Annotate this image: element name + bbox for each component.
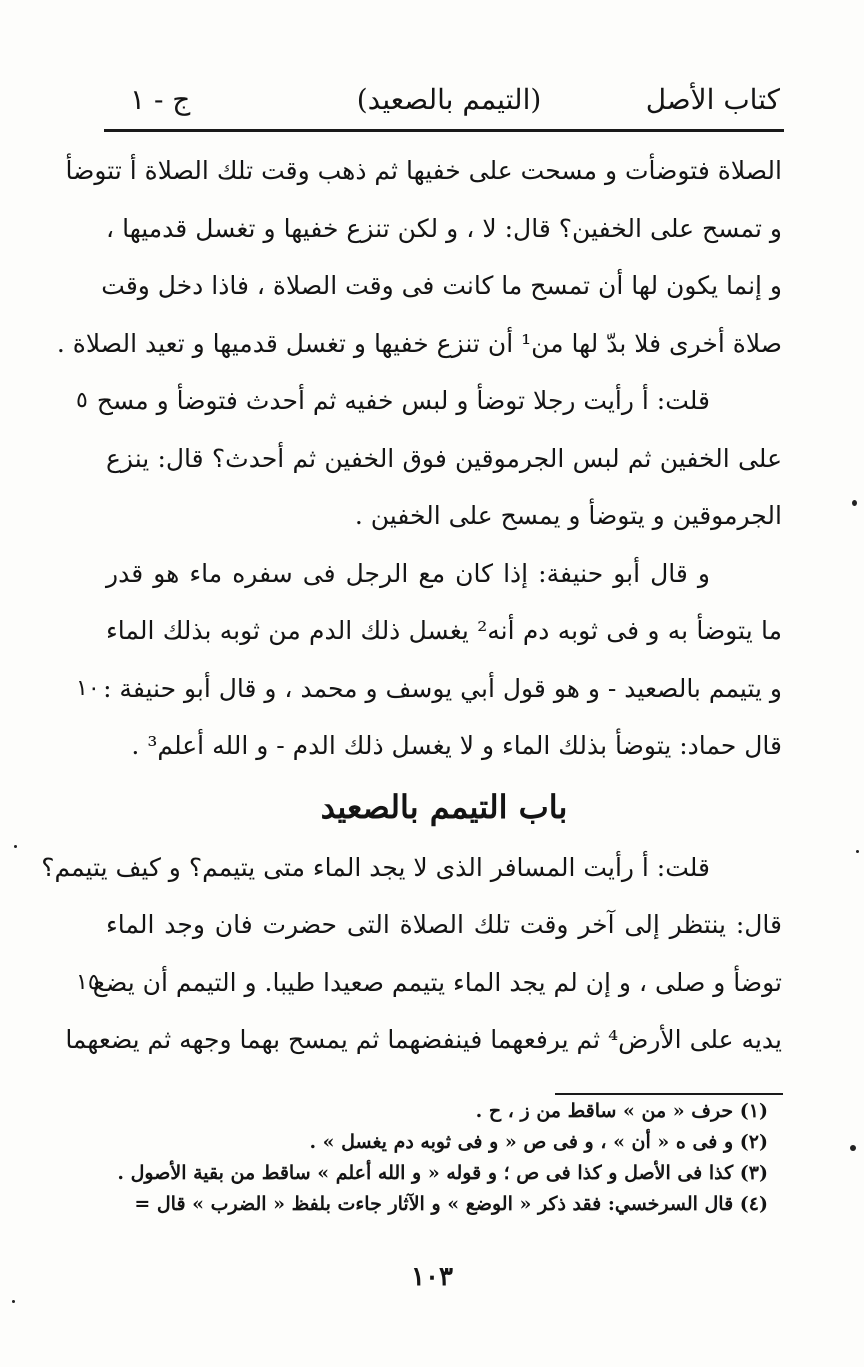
page-number: ١٠٣	[411, 1262, 453, 1292]
line-text: و قال أبو حنيفة: إذا كان مع الرجل فى سفره ماء هو قدر	[106, 558, 710, 588]
text-line	[65, 1011, 782, 1069]
footnote: (٢) و فى ه « أن » ، و فى ص « و فى ثوبه دم يغسل » .	[309, 1131, 768, 1153]
scan-speck	[14, 845, 17, 848]
scan-speck	[852, 500, 857, 506]
line-text: و إنما يكون لها أن تمسح ما كانت فى وقت الصلاة ، فاذا دخل وقت	[101, 271, 782, 300]
text-line	[106, 602, 782, 660]
section-heading: باب التيمم بالصعيد	[320, 787, 568, 826]
footnote-rule	[555, 1093, 783, 1095]
text-line	[106, 545, 782, 603]
line-text: توضأ و صلى ، و إن لم يجد الماء يتيمم صعيدا طيبا. و التيمم أن يضع	[92, 967, 782, 997]
text-line	[76, 372, 782, 430]
text-line	[56, 315, 782, 373]
text-line	[106, 487, 782, 545]
footnote: (١) حرف « من » ساقط من ز ، ح .	[475, 1100, 768, 1122]
text-line	[65, 142, 782, 200]
line-number: ٥	[76, 388, 88, 413]
line-text: و يتيمم بالصعيد - و هو قول أبي يوسف و محمد ، و قال أبو حنيفة :	[103, 673, 782, 703]
line-text: قال: ينتظر إلى آخر وقت تلك الصلاة التى حضرت فان وجد الماء	[106, 910, 782, 939]
header-rule	[104, 129, 784, 132]
text-line	[41, 839, 782, 897]
line-number: ١٠	[76, 675, 100, 701]
text-line	[106, 717, 782, 775]
line-text: قال حماد: يتوضأ بذلك الماء و لا يغسل ذلك الدم - و الله أعلم³ .	[131, 731, 782, 760]
text-line	[76, 954, 782, 1012]
text-line	[106, 200, 782, 258]
text-line	[106, 896, 782, 954]
line-text: الجرموقين و يتوضأ و يمسح على الخفين .	[354, 501, 782, 530]
header-volume: ج - ١	[130, 83, 191, 116]
line-text: ما يتوضأ به و فى ثوبه دم أنه² يغسل ذلك الدم من ثوبه بذلك الماء	[106, 616, 782, 645]
header-book-title: كتاب الأصل	[645, 83, 780, 116]
running-header	[118, 80, 780, 124]
line-text: و تمسح على الخفين؟ قال: لا ، و لكن تنزع خفيها و تغسل قدميها ،	[106, 213, 782, 243]
scan-speck	[850, 1145, 856, 1151]
line-text: قلت: أ رأيت رجلا توضأ و لبس خفيه ثم أحدث فتوضأ و مسح	[96, 386, 710, 415]
footnotes	[110, 1096, 768, 1220]
line-text: قلت: أ رأيت المسافر الذى لا يجد الماء متى يتيمم؟ و كيف يتيمم؟	[41, 852, 710, 882]
footnote: (٣) كذا فى الأصل و كذا فى ص ؛ و قوله « و الله أعلم » ساقط من بقية الأصول .	[117, 1162, 768, 1184]
text-line	[101, 257, 782, 315]
scan-speck	[12, 1300, 15, 1303]
line-text: الصلاة فتوضأت و مسحت على خفيها ثم ذهب وقت تلك الصلاة أ تتوضأ	[65, 156, 782, 185]
line-text: على الخفين ثم لبس الجرموقين فوق الخفين ثم أحدث؟ قال: ينزع	[106, 443, 782, 473]
line-text: يديه على الأرض⁴ ثم يرفعهما فينفضهما ثم يمسح بهما وجهه ثم يضعهما	[65, 1025, 782, 1054]
text-line	[106, 430, 782, 488]
line-text: صلاة أخرى فلا بدّ لها من¹ أن تنزع خفيها و تغسل قدميها و تعيد الصلاة .	[56, 328, 782, 358]
scan-speck	[856, 850, 859, 853]
header-chapter-title: (التيمم بالصعيد)	[356, 83, 542, 116]
footnote: (٤) قال السرخسي: فقد ذكر « الوضع » و الآثار جاءت بلفظ « الضرب » قال =	[134, 1193, 768, 1215]
text-line	[76, 660, 782, 718]
main-text	[41, 142, 782, 1069]
line-number: ١٥	[76, 969, 100, 995]
